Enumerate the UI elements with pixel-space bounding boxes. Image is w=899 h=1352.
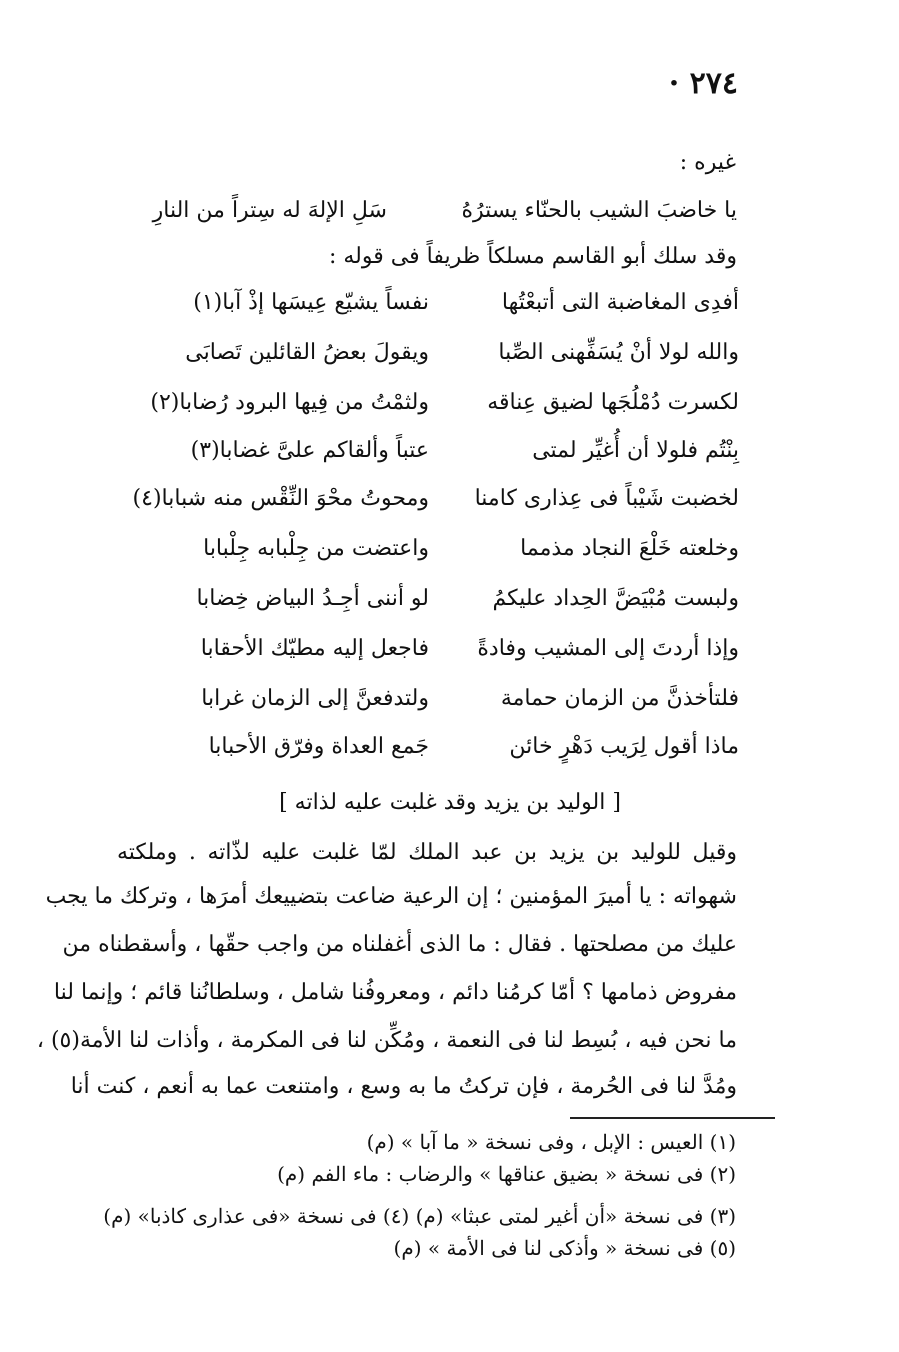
verse-second-hemistich: نفساً يشيّع عِيسَها إذْ آبا(١) <box>193 290 429 315</box>
verse <box>99 686 739 726</box>
verse-second-hemistich: ولثمْتُ من فِيها البرود رُضابا(٢) <box>150 390 429 415</box>
prose-line: وقيل للوليد بن يزيد بن عبد الملك لمّا غلبت عليه لذّاته . وملكته <box>117 840 737 865</box>
verse <box>99 636 739 676</box>
prose-line: شهواته : يا أميرَ المؤمنين ؛ إن الرعية ضاعت بتضييعك أمرَها ، وتركك ما يجب <box>45 884 737 909</box>
verse-first-hemistich: ولبست مُبْيَضَّ الحِداد عليكمُ <box>492 586 739 611</box>
prose-line: ما نحن فيه ، بُسِط لنا فى النعمة ، ومُكِّن لنا فى المكرمة ، وأذات لنا الأمة(٥) ، <box>36 1028 737 1053</box>
footnote: (٣) فى نسخة «أن أغير لمتى عبثا» (م) (٤) فى نسخة «فى عذارى كاذبا» (م) <box>103 1204 736 1228</box>
verse-second-hemistich: ولتدفعنَّ إلى الزمان غرابا <box>201 686 429 711</box>
prose-line: مفروض ذمامها ؟ أمّا كرمُنا دائم ، ومعروفُنا شامل ، وسلطانُنا قائم ؛ وإنما لنا <box>53 980 737 1005</box>
verse-first-hemistich: وإذا أردتَ إلى المشيب وفادةً <box>477 636 739 661</box>
poem1-verse <box>97 198 737 238</box>
page-number: ٢٧٤ · <box>668 66 738 101</box>
verse-first-hemistich: أفدِى المغاضبة التى أتبعْتُها <box>501 290 739 315</box>
verse-second-hemistich: جَمع العداة وفرّق الأحبابا <box>208 734 429 759</box>
poem1-first-hemistich: يا خاضبَ الشيب بالحنّاء يسترُهُ <box>461 198 737 223</box>
prose-line: ومُدَّ لنا فى الحُرمة ، فإن تركتُ ما به وسع ، وامتنعت عما به أنعم ، كنت أنا <box>70 1074 737 1099</box>
verse <box>99 486 739 526</box>
verse-first-hemistich: والله لولا أنْ يُسَفِّهنى الصِّبا <box>498 340 739 365</box>
verse-first-hemistich: ماذا أقول لِرَيب دَهْرٍ خائن <box>509 734 739 759</box>
verse <box>99 340 739 380</box>
transition-line: وقد سلك أبو القاسم مسلكاً ظريفاً فى قوله : <box>328 244 737 269</box>
verse <box>99 390 739 430</box>
verse <box>99 586 739 626</box>
verse <box>99 290 739 330</box>
verse-second-hemistich: عتباً وألقاكم علىَّ غضابا(٣) <box>190 438 429 463</box>
footnote: (٢) فى نسخة « بضيق عناقها » والرضاب : ماء الفم (م) <box>277 1162 736 1186</box>
footnote: (٥) فى نسخة « وأذكى لنا فى الأمة » (م) <box>393 1236 736 1260</box>
verse-first-hemistich: فلتأخذنَّ من الزمان حمامة <box>500 686 739 711</box>
verse-first-hemistich: وخلعته خَلْعَ النجاد مذمما <box>520 536 739 561</box>
verse-second-hemistich: واعتضت من جِلْبابه جِلْبابا <box>203 536 429 561</box>
verse-second-hemistich: ويقولَ بعضُ القائلين تَصابَى <box>185 340 429 365</box>
verse-second-hemistich: لو أننى أجِـدُ البياض خِضابا <box>196 586 429 611</box>
verse <box>99 734 739 774</box>
footnote: (١) العيس : الإبل ، وفى نسخة « ما آبا » (م) <box>366 1130 736 1154</box>
section-heading: [ الوليد بن يزيد وقد غلبت عليه لذاته ] <box>279 790 621 815</box>
poem1-second-hemistich: سَلِ الإلهَ له سِتراً من النارِ <box>152 198 387 223</box>
verse <box>99 536 739 576</box>
prose-line: عليك من مصلحتها . فقال : ما الذى أغفلناه من واجب حقّها ، وأسقطناه من <box>62 932 737 957</box>
verse-first-hemistich: لكسرت دُمْلُجَها لضيق عِناقه <box>487 390 739 415</box>
verse-first-hemistich: بِنْتُم فلولا أن أُغيِّر لمتى <box>532 438 739 463</box>
footnote-divider <box>570 1117 775 1119</box>
verse-first-hemistich: لخضبت شَيْباً فى عِذارى كامنا <box>474 486 739 511</box>
verse-second-hemistich: فاجعل إليه مطيّك الأحقابا <box>200 636 429 661</box>
intro-label: غيره : <box>679 150 736 175</box>
verse <box>99 438 739 478</box>
verse-second-hemistich: ومحوتُ محْوَ النِّقْس منه شبابا(٤) <box>132 486 429 511</box>
